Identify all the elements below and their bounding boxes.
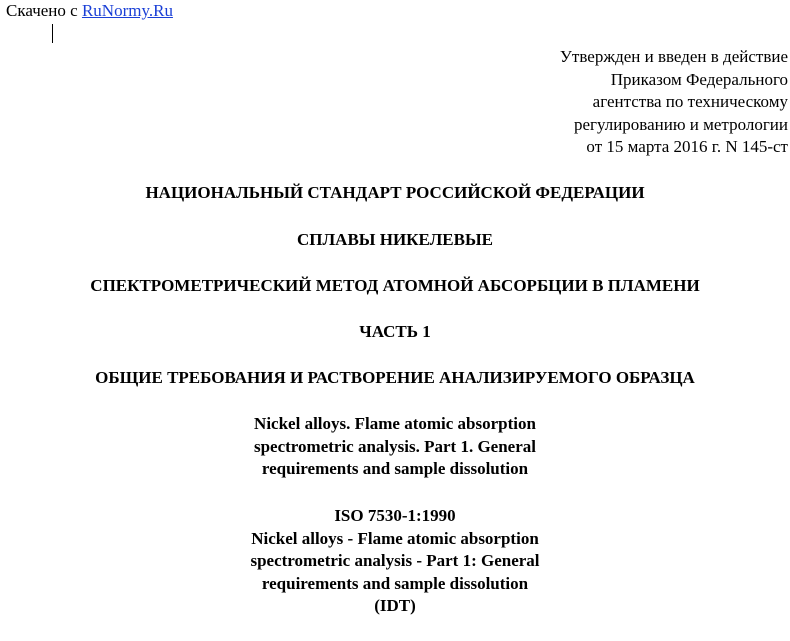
iso-title-line: requirements and sample dissolution	[261, 573, 529, 593]
approval-line: Приказом Федерального	[610, 69, 788, 89]
iso-title-line: Nickel alloys - Flame atomic absorption	[251, 528, 539, 548]
approval-line: Утвержден и введен в действие	[559, 47, 788, 66]
source-prefix: Скачено с	[6, 1, 82, 20]
alloys-heading: СПЛАВЫ НИКЕЛЕВЫЕ	[297, 230, 493, 249]
requirements-heading: ОБЩИЕ ТРЕБОВАНИЯ И РАСТВОРЕНИЕ АНАЛИЗИРУЕМОГО ОБРАЗЦА	[95, 368, 695, 387]
part-heading: ЧАСТЬ 1	[359, 322, 431, 341]
iso-code: ISO 7530-1:1990	[334, 506, 456, 525]
iso-title-line: spectrometric analysis - Part 1: General	[250, 551, 540, 570]
iso-reference	[0, 505, 790, 618]
english-title-line: requirements and sample dissolution	[261, 459, 529, 478]
runormy-link[interactable]: RuNormy.Ru	[81, 1, 173, 20]
english-title	[0, 413, 790, 481]
source-line	[6, 1, 173, 21]
standard-heading: НАЦИОНАЛЬНЫЙ СТАНДАРТ РОССИЙСКОЙ ФЕДЕРАЦИИ	[145, 183, 645, 202]
approval-block	[368, 46, 788, 159]
english-title-line: Nickel alloys. Flame atomic absorption	[254, 414, 536, 433]
approval-line: от 15 марта 2016 г. N 145-ст	[586, 137, 788, 156]
method-heading: СПЕКТРОМЕТРИЧЕСКИЙ МЕТОД АТОМНОЙ АБСОРБЦИИ В ПЛАМЕНИ	[90, 276, 700, 295]
text-cursor	[52, 24, 53, 43]
english-title-line: spectrometric analysis. Part 1. General	[253, 436, 536, 456]
approval-line: регулированию и метрологии	[573, 114, 788, 134]
approval-line: агентства по техническому	[592, 92, 788, 111]
iso-degree: (IDT)	[374, 596, 416, 615]
